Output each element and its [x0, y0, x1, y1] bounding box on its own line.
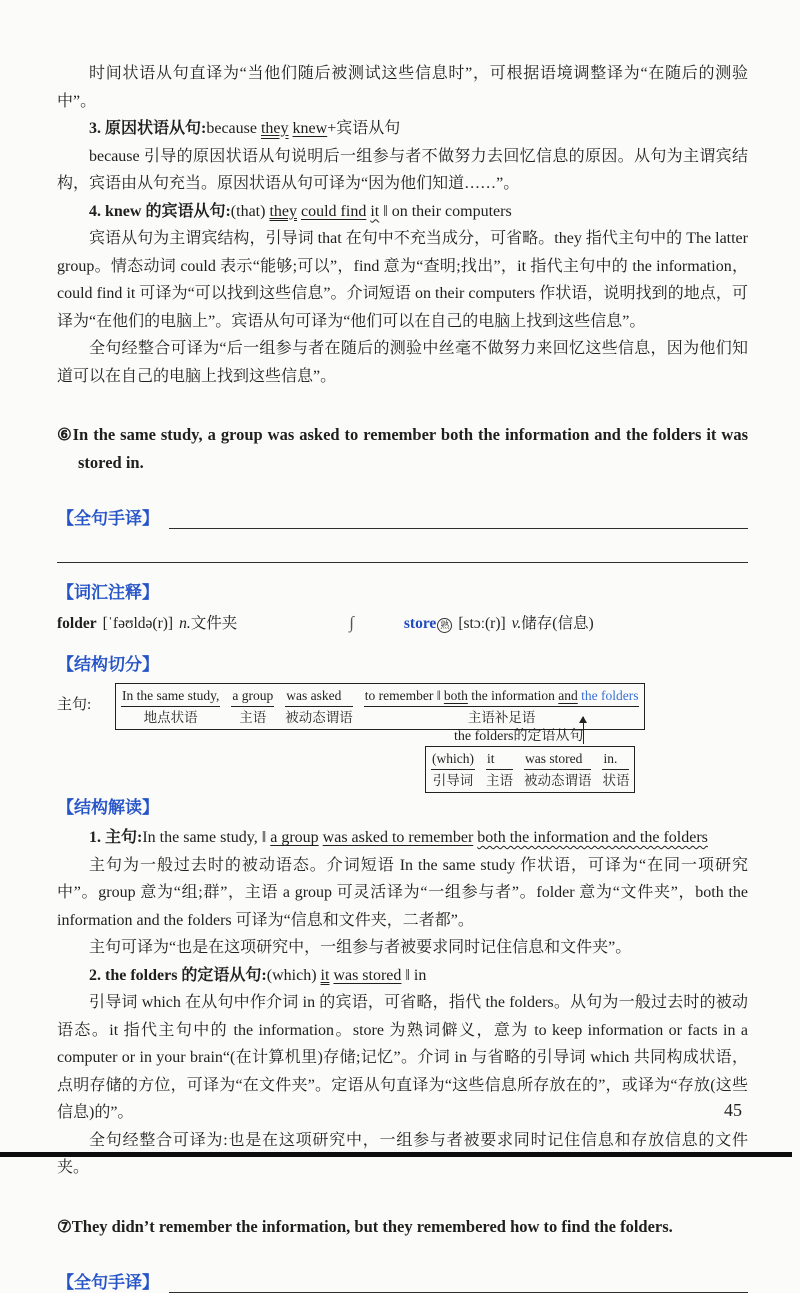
sub-col3-cn: 被动态谓语 [523, 773, 592, 788]
interp-item-2-subject: it [320, 966, 330, 984]
structure-section-header [57, 650, 748, 675]
interp-para-2: 主句可译为“也是在这项研究中，一组参与者被要求同时记住信息和文件夹”。 [89, 939, 632, 956]
interp-item-2-label: 2. the folders 的定语从句: [89, 966, 267, 984]
sub-col3-en: was stored [524, 749, 592, 770]
translation-label: 【全句手译】 [57, 509, 159, 528]
interp-item-2-t1: (which) [266, 966, 317, 984]
sentence-6 [57, 421, 748, 477]
attributive-clause-box [425, 746, 635, 793]
main-col2-en: a group [231, 686, 274, 707]
main-col4-t1: to remember ‖ [364, 688, 441, 703]
item-3-subject: they [260, 120, 289, 137]
item-3-label: 3. 原因状语从句: [89, 120, 207, 137]
vocab-ipa-folder: [ˈfəʊldə(r)] [102, 615, 174, 632]
vocab-section-header [57, 578, 748, 603]
item-3-tail: +宾语从句 [327, 120, 401, 137]
sentence-7 [57, 1213, 748, 1241]
page-bottom-rule [0, 1152, 792, 1157]
main-col4-cn: 主语补足语 [467, 710, 536, 725]
squiggle-mark: ∫ [349, 613, 354, 632]
translation-block-6 [57, 504, 748, 529]
vocab-ipa-store: [stɔː(r)] [458, 615, 506, 632]
page-content [57, 60, 748, 1293]
structure-label: 【结构切分】 [57, 655, 159, 674]
structure-diagram [57, 683, 748, 787]
heading-item-3 [57, 115, 748, 143]
sub-col1-en: (which) [431, 749, 475, 770]
item-4-verb: could find [301, 202, 367, 220]
sub-col4-cn: 状语 [602, 773, 630, 788]
interp-item-1-verb: was asked to remember [322, 829, 474, 846]
interp-para-4: 全句经整合可译为:也是在这项研究中，一组参与者被要求同时记住信息和存放信息的文件夹。 [57, 1131, 748, 1176]
para-object-clause: 宾语从句为主谓宾结构，引导词 that 在句中不充当成分，可省略。they 指代主句中的 The latter group。情态动词 could 表示“能够;可以”，find 意为“查明;找出”，it 指代主句中的 the information，could find it 可译为“可以找到这些信息”。介词短语 on their computers 作状语，说明找到的地点，可译为“在他们的电脑上”。宾语从句可译为“他们可以在自己的电脑上找到这些信息”。 [57, 230, 748, 330]
write-in-line-2 [57, 529, 748, 563]
main-col1-en: In the same study, [121, 686, 220, 707]
para-because-clause: because 引导的原因状语从句说明后一组参与者不做努力去回忆信息的原因。从句为主谓宾结构，宾语由从句充当。原因状语从句可译为“因为他们知道……”。 [57, 147, 748, 192]
familiar-word-badge-icon: 熟 [437, 618, 452, 633]
item-4-tail: ‖ on their computers [383, 202, 512, 220]
interp-item-1 [57, 824, 748, 852]
main-col3-en: was asked [285, 686, 353, 707]
attributive-clause-note: the folders的定语从句 [454, 729, 584, 744]
write-in-line-3 [169, 1272, 748, 1293]
main-col4-t2: the information [471, 688, 555, 703]
sub-col1-cn: 引导词 [432, 773, 474, 788]
main-col4-folders: the folders [581, 688, 639, 703]
vocab-pos-folder: n. [179, 615, 191, 632]
heading-item-4 [57, 198, 748, 226]
item-4-subject: they [269, 202, 297, 220]
sentence-7-number: ⑦ [57, 1216, 72, 1236]
item-4-label: 4. knew 的宾语从句: [89, 202, 231, 220]
interp-item-2 [57, 962, 748, 990]
translation-label-7: 【全句手译】 [57, 1272, 159, 1292]
interp-item-1-subject: a group [270, 829, 319, 846]
main-col2-cn: 主语 [239, 710, 267, 725]
up-arrow-icon [583, 717, 584, 744]
sentence-7-text: They didn’t remember the information, but they remembered how to find the folders. [71, 1216, 673, 1236]
main-col4-and: and [558, 688, 578, 703]
main-clause-box [115, 683, 645, 730]
vocab-meaning-folder: 文件夹 [190, 615, 238, 632]
interp-para-1: 主句为一般过去时的被动语态。介词短语 In the same study 作状语，可译为“在同一项研究中”。group 意为“组;群”，主语 a group 可灵活译为“一组参与者”。folder 意为“文件夹”，both the information and the folders 可译为“信息和文件夹，二者都”。 [57, 856, 748, 929]
interp-item-2-t2: ‖ in [405, 966, 427, 984]
interpretation-section-header [57, 793, 748, 818]
para-full-translation-5: 全句经整合可译为“后一组参与者在随后的测验中丝毫不做努力来回忆这些信息，因为他们知道可以在自己的电脑上找到这些信息”。 [57, 340, 748, 385]
main-clause-label: 主句: [57, 697, 92, 713]
sentence-6-number: ⑥ [57, 425, 73, 444]
vocab-label: 【词汇注释】 [57, 583, 159, 602]
interp-item-1-object: both the information and the folders [477, 829, 708, 846]
vocab-row [57, 612, 748, 635]
para-time-clause: 时间状语从句直译为“当他们随后被测试这些信息时”，可根据语境调整译为“在随后的测验中”。 [57, 65, 748, 110]
write-in-line [169, 508, 748, 529]
sub-col2-cn: 主语 [485, 773, 513, 788]
sub-col4-en: in. [602, 749, 629, 770]
page-number: 45 [724, 1100, 742, 1120]
main-col3-cn: 被动态谓语 [285, 710, 353, 725]
main-col4-en [364, 686, 640, 707]
main-col4-both: both [443, 688, 468, 703]
vocab-word-folder: folder [57, 615, 97, 632]
vocab-pos-store: v. [511, 615, 522, 632]
sentence-6-text: In the same study, a group was asked to remember both the information and the folders it was stored in. [72, 425, 748, 472]
item-3-verb: knew [292, 120, 328, 137]
main-col1-cn: 地点状语 [143, 710, 198, 725]
item-3-text: because [206, 120, 257, 137]
item-4-text: (that) [230, 202, 266, 220]
interp-item-1-t1: In the same study, ‖ [142, 829, 267, 846]
item-4-object: it [370, 202, 380, 220]
vocab-entry-store [404, 613, 594, 635]
translation-block-7 [57, 1268, 748, 1293]
interp-item-1-label: 1. 主句: [89, 829, 143, 846]
vocab-word-store: store [403, 615, 437, 632]
interpretation-label: 【结构解读】 [57, 798, 159, 817]
interp-item-2-verb: was stored [333, 966, 402, 984]
interp-para-3: 引导词 which 在从句中作介词 in 的宾语，可省略，指代 the folders。从句为一般过去时的被动语态。it 指代主句中的 the information。store 为熟词僻义，意为 to keep information or facts in a computer or in your brain“(在计算机里)存储;记忆”。介词 in 与省略的引导词 which 共同构成状语，点明存储的方位，可译为“在文件夹”。定语从句直译为“这些信息所存放在的”，或译为“存放(这些信息)的”。 [57, 994, 748, 1121]
sub-col2-en: it [486, 749, 513, 770]
vocab-meaning-store: 储存(信息) [521, 615, 594, 632]
